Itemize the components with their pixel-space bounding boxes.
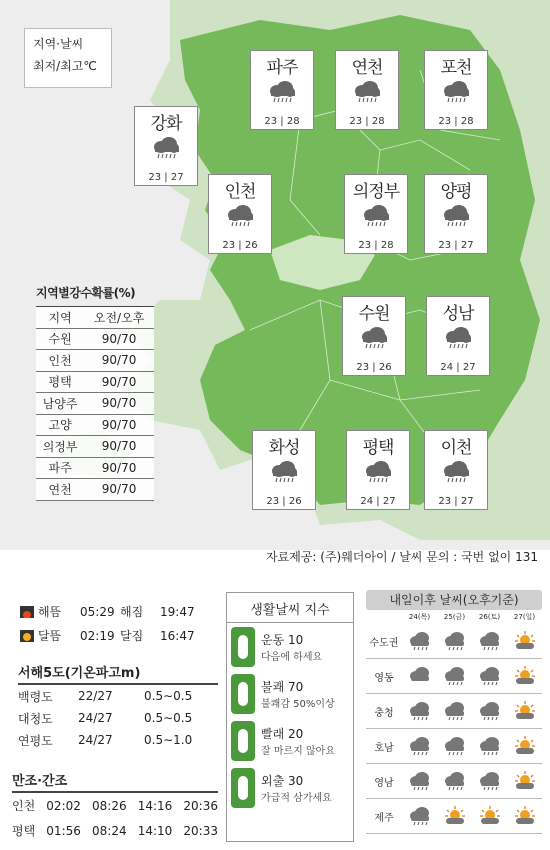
region-name: 이천 bbox=[440, 438, 472, 458]
cell-value: 90/70 bbox=[84, 436, 154, 458]
list-item bbox=[18, 729, 218, 751]
forecast-date: 27(일) bbox=[513, 613, 536, 621]
tide-time: 14:16 bbox=[137, 798, 173, 813]
forecast-cell bbox=[507, 806, 542, 826]
list-item bbox=[12, 818, 218, 843]
table-row bbox=[36, 414, 154, 436]
cloud-rain-icon bbox=[443, 701, 467, 721]
temp-range: 23 | 26 bbox=[266, 496, 302, 507]
forecast-region: 충청 bbox=[374, 707, 394, 719]
forecast-cell bbox=[402, 701, 437, 721]
index-name: 불쾌 70 bbox=[261, 679, 304, 694]
cloud-rain-icon bbox=[478, 666, 502, 686]
cloud-rain-icon bbox=[478, 771, 502, 791]
temp-range: 23 | 26 bbox=[222, 240, 258, 251]
moonset-label: 달짐 bbox=[120, 629, 144, 643]
region-card-yangpyeong bbox=[424, 174, 488, 254]
temp-range: 23 | 26 bbox=[356, 362, 392, 373]
forecast-row bbox=[366, 799, 542, 834]
cloud-rain-icon bbox=[443, 326, 473, 350]
forecast-region: 제주 bbox=[374, 812, 394, 824]
cloud-rain-icon bbox=[359, 326, 389, 350]
list-item bbox=[227, 764, 353, 811]
forecast-cell bbox=[402, 771, 437, 791]
region-name: 양평 bbox=[440, 182, 472, 202]
discomfort-icon bbox=[231, 674, 255, 714]
living-weather-index bbox=[226, 592, 354, 842]
moonrise-icon bbox=[20, 630, 34, 642]
forecast-row bbox=[366, 729, 542, 764]
cloud-rain-icon bbox=[478, 701, 502, 721]
temp-range: 23 | 28 bbox=[438, 116, 474, 127]
forecast-cell bbox=[402, 806, 437, 826]
forecast-row bbox=[366, 659, 542, 694]
island-name: 백령도 bbox=[18, 689, 53, 704]
temp-range: 23 | 28 bbox=[264, 116, 300, 127]
forecast-region: 영남 bbox=[374, 777, 394, 789]
region-card-yeoncheon bbox=[335, 50, 399, 130]
tide-time: 14:10 bbox=[137, 823, 173, 838]
forecast-cell bbox=[402, 736, 437, 756]
cell-region: 남양주 bbox=[36, 393, 84, 415]
temp-range: 23 | 28 bbox=[358, 240, 394, 251]
region-name: 수원 bbox=[358, 304, 390, 324]
cell-value: 90/70 bbox=[84, 328, 154, 350]
list-item bbox=[227, 623, 353, 670]
cloud-rain-icon bbox=[441, 460, 471, 484]
list-item bbox=[18, 685, 218, 707]
legend-region-weather: 지역·날씨 bbox=[33, 37, 84, 51]
cell-region: 평택 bbox=[36, 371, 84, 393]
cloud-rain-icon bbox=[269, 460, 299, 484]
outing-icon bbox=[231, 768, 255, 808]
sunrise-label: 해뜸 bbox=[38, 605, 62, 619]
region-card-icheon bbox=[424, 430, 488, 510]
sun-cloud-icon bbox=[513, 736, 537, 756]
sun-cloud-icon bbox=[513, 701, 537, 721]
cloud-rain-icon bbox=[408, 631, 432, 651]
forecast-cell bbox=[507, 736, 542, 756]
cloud-rain-icon bbox=[441, 80, 471, 104]
region-name: 평택 bbox=[362, 438, 394, 458]
cloud-rain-icon bbox=[443, 631, 467, 651]
cloud-rain-icon bbox=[478, 631, 502, 651]
moonrise-label: 달뜸 bbox=[38, 629, 62, 643]
region-name: 포천 bbox=[440, 58, 472, 78]
cell-region: 수원 bbox=[36, 328, 84, 350]
temp-range: 23 | 28 bbox=[349, 116, 385, 127]
region-name: 연천 bbox=[351, 58, 383, 78]
table-row bbox=[36, 479, 154, 501]
tide-time: 02:02 bbox=[46, 798, 81, 813]
index-desc: 잘 마르지 않아요 bbox=[261, 745, 335, 757]
forecast-cell bbox=[437, 806, 472, 826]
moonrise-time: 02:19 bbox=[80, 629, 115, 643]
list-item bbox=[18, 707, 218, 729]
header-ampm: 오전/오후 bbox=[84, 307, 154, 329]
precipitation-probability-table bbox=[36, 284, 154, 501]
forecast-cell bbox=[437, 631, 472, 651]
sun-cloud-icon bbox=[513, 806, 537, 826]
forecast-cell bbox=[472, 806, 507, 826]
moonset-time: 16:47 bbox=[160, 629, 195, 643]
wave-height: 0.5∼0.5 bbox=[144, 711, 193, 725]
cloud-icon bbox=[408, 666, 432, 686]
forecast-date: 24(목) bbox=[408, 613, 431, 621]
forecast-cell bbox=[437, 666, 472, 686]
forecast-cell bbox=[402, 666, 437, 686]
exercise-icon bbox=[231, 627, 255, 667]
cloud-rain-icon bbox=[267, 80, 297, 104]
extended-forecast bbox=[366, 590, 542, 834]
forecast-title: 내일이후 날씨(오후기준) bbox=[366, 590, 542, 610]
region-name: 성남 bbox=[442, 304, 474, 324]
table-row bbox=[36, 371, 154, 393]
forecast-region: 수도권 bbox=[369, 637, 399, 649]
cloud-rain-icon bbox=[363, 460, 393, 484]
sun-cloud-icon bbox=[513, 771, 537, 791]
sun-cloud-icon bbox=[443, 806, 467, 826]
temp-range: 24 | 27 bbox=[360, 496, 396, 507]
forecast-cell bbox=[472, 631, 507, 651]
cloud-rain-icon bbox=[352, 80, 382, 104]
forecast-row bbox=[366, 694, 542, 729]
region-card-paju bbox=[250, 50, 314, 130]
cloud-rain-icon bbox=[441, 204, 471, 228]
forecast-cell bbox=[507, 666, 542, 686]
region-card-pyeongtaek bbox=[346, 430, 410, 510]
region-card-hwaseong bbox=[252, 430, 316, 510]
list-item bbox=[12, 793, 218, 818]
tide-title: 만조·간조 bbox=[12, 770, 218, 793]
island-name: 연평도 bbox=[18, 733, 53, 748]
cloud-rain-icon bbox=[361, 204, 391, 228]
sunset-time: 19:47 bbox=[160, 605, 195, 619]
forecast-cell bbox=[507, 701, 542, 721]
cell-region: 인천 bbox=[36, 350, 84, 372]
cloud-rain-icon bbox=[443, 771, 467, 791]
region-card-incheon bbox=[208, 174, 272, 254]
region-name: 의정부 bbox=[352, 182, 400, 202]
temp-range: 23 | 27 bbox=[148, 172, 184, 183]
cloud-rain-icon bbox=[151, 136, 181, 160]
list-item bbox=[227, 670, 353, 717]
region-name: 화성 bbox=[268, 438, 300, 458]
forecast-region: 호남 bbox=[374, 742, 394, 754]
forecast-cell bbox=[437, 771, 472, 791]
data-source-credit: 자료제공: (주)웨더아이 / 날씨 문의 : 국번 없이 131 bbox=[266, 550, 538, 564]
index-desc: 불쾌감 50%이상 bbox=[261, 698, 335, 710]
region-name: 파주 bbox=[266, 58, 298, 78]
forecast-cell bbox=[472, 666, 507, 686]
index-name: 운동 10 bbox=[261, 632, 304, 647]
cloud-rain-icon bbox=[478, 736, 502, 756]
forecast-date: 26(토) bbox=[478, 613, 501, 621]
cloud-rain-icon bbox=[443, 736, 467, 756]
region-name: 인천 bbox=[224, 182, 256, 202]
forecast-cell bbox=[437, 701, 472, 721]
sunset-label: 해짐 bbox=[120, 605, 144, 619]
forecast-cell bbox=[472, 736, 507, 756]
table-row bbox=[36, 436, 154, 458]
forecast-cell bbox=[507, 771, 542, 791]
island-temp: 24/27 bbox=[78, 711, 113, 725]
cloud-rain-icon bbox=[408, 806, 432, 826]
cell-value: 90/70 bbox=[84, 479, 154, 501]
tide-time: 08:26 bbox=[92, 798, 127, 813]
precip-title: 지역별강수확률(%) bbox=[36, 286, 136, 300]
index-name: 빨래 20 bbox=[261, 726, 304, 741]
sun-cloud-icon bbox=[513, 666, 537, 686]
forecast-region: 영동 bbox=[374, 672, 394, 684]
header-region: 지역 bbox=[36, 307, 84, 329]
forecast-cell bbox=[472, 771, 507, 791]
index-desc: 가급적 삼가세요 bbox=[261, 792, 332, 804]
forecast-row bbox=[366, 764, 542, 799]
wave-height: 0.5∼1.0 bbox=[144, 733, 193, 747]
living-title: 생활날씨 지수 bbox=[227, 593, 353, 623]
cloud-rain-icon bbox=[225, 204, 255, 228]
temp-range: 23 | 27 bbox=[438, 496, 474, 507]
map-legend bbox=[24, 28, 112, 88]
legend-temp-range: 최저/최고℃ bbox=[33, 59, 97, 73]
region-name: 강화 bbox=[150, 114, 182, 134]
cell-value: 90/70 bbox=[84, 414, 154, 436]
forecast-dates-row bbox=[366, 610, 542, 624]
tide-time: 20:36 bbox=[183, 798, 218, 813]
west-sea-islands bbox=[18, 662, 218, 751]
island-name: 대청도 bbox=[18, 711, 53, 726]
cell-value: 90/70 bbox=[84, 371, 154, 393]
list-item bbox=[227, 717, 353, 764]
cloud-rain-icon bbox=[443, 666, 467, 686]
tide-times bbox=[12, 770, 218, 843]
island-temp: 22/27 bbox=[78, 689, 113, 703]
index-desc: 다음에 하세요 bbox=[261, 651, 323, 663]
forecast-cell bbox=[402, 631, 437, 651]
cell-value: 90/70 bbox=[84, 393, 154, 415]
cell-region: 고양 bbox=[36, 414, 84, 436]
temp-range: 23 | 27 bbox=[438, 240, 474, 251]
cell-value: 90/70 bbox=[84, 350, 154, 372]
tide-location: 평택 bbox=[12, 824, 36, 838]
cell-region: 연천 bbox=[36, 479, 84, 501]
region-card-suwon bbox=[342, 296, 406, 376]
region-card-uijeongbu bbox=[344, 174, 408, 254]
forecast-cell bbox=[437, 736, 472, 756]
tide-time: 01:56 bbox=[46, 823, 81, 838]
table-row bbox=[36, 350, 154, 372]
tide-time: 08:24 bbox=[92, 823, 127, 838]
temp-range: 24 | 27 bbox=[440, 362, 476, 373]
cloud-rain-icon bbox=[408, 701, 432, 721]
sun-cloud-icon bbox=[478, 806, 502, 826]
sunrise-time: 05:29 bbox=[80, 605, 115, 619]
table-header-row bbox=[36, 307, 154, 329]
region-card-seongnam bbox=[426, 296, 490, 376]
forecast-row bbox=[366, 624, 542, 659]
forecast-date: 25(금) bbox=[443, 613, 466, 621]
region-card-pocheon bbox=[424, 50, 488, 130]
forecast-cell bbox=[507, 631, 542, 651]
sunrise-icon bbox=[20, 606, 34, 618]
index-name: 외출 30 bbox=[261, 773, 304, 788]
tide-location: 인천 bbox=[12, 799, 36, 813]
sun-moon-times bbox=[20, 600, 195, 648]
cell-value: 90/70 bbox=[84, 457, 154, 479]
forecast-cell bbox=[472, 701, 507, 721]
cloud-rain-icon bbox=[408, 736, 432, 756]
wave-height: 0.5∼0.5 bbox=[144, 689, 193, 703]
cloud-rain-icon bbox=[408, 771, 432, 791]
sun-cloud-icon bbox=[513, 631, 537, 651]
table-row bbox=[36, 328, 154, 350]
region-card-ganghwa bbox=[134, 106, 198, 186]
tide-time: 20:33 bbox=[183, 823, 218, 838]
laundry-icon bbox=[231, 721, 255, 761]
island-temp: 24/27 bbox=[78, 733, 113, 747]
table-row bbox=[36, 457, 154, 479]
cell-region: 의정부 bbox=[36, 436, 84, 458]
cell-region: 파주 bbox=[36, 457, 84, 479]
sea-title: 서해5도(기온파고m) bbox=[18, 662, 218, 685]
table-row bbox=[36, 393, 154, 415]
